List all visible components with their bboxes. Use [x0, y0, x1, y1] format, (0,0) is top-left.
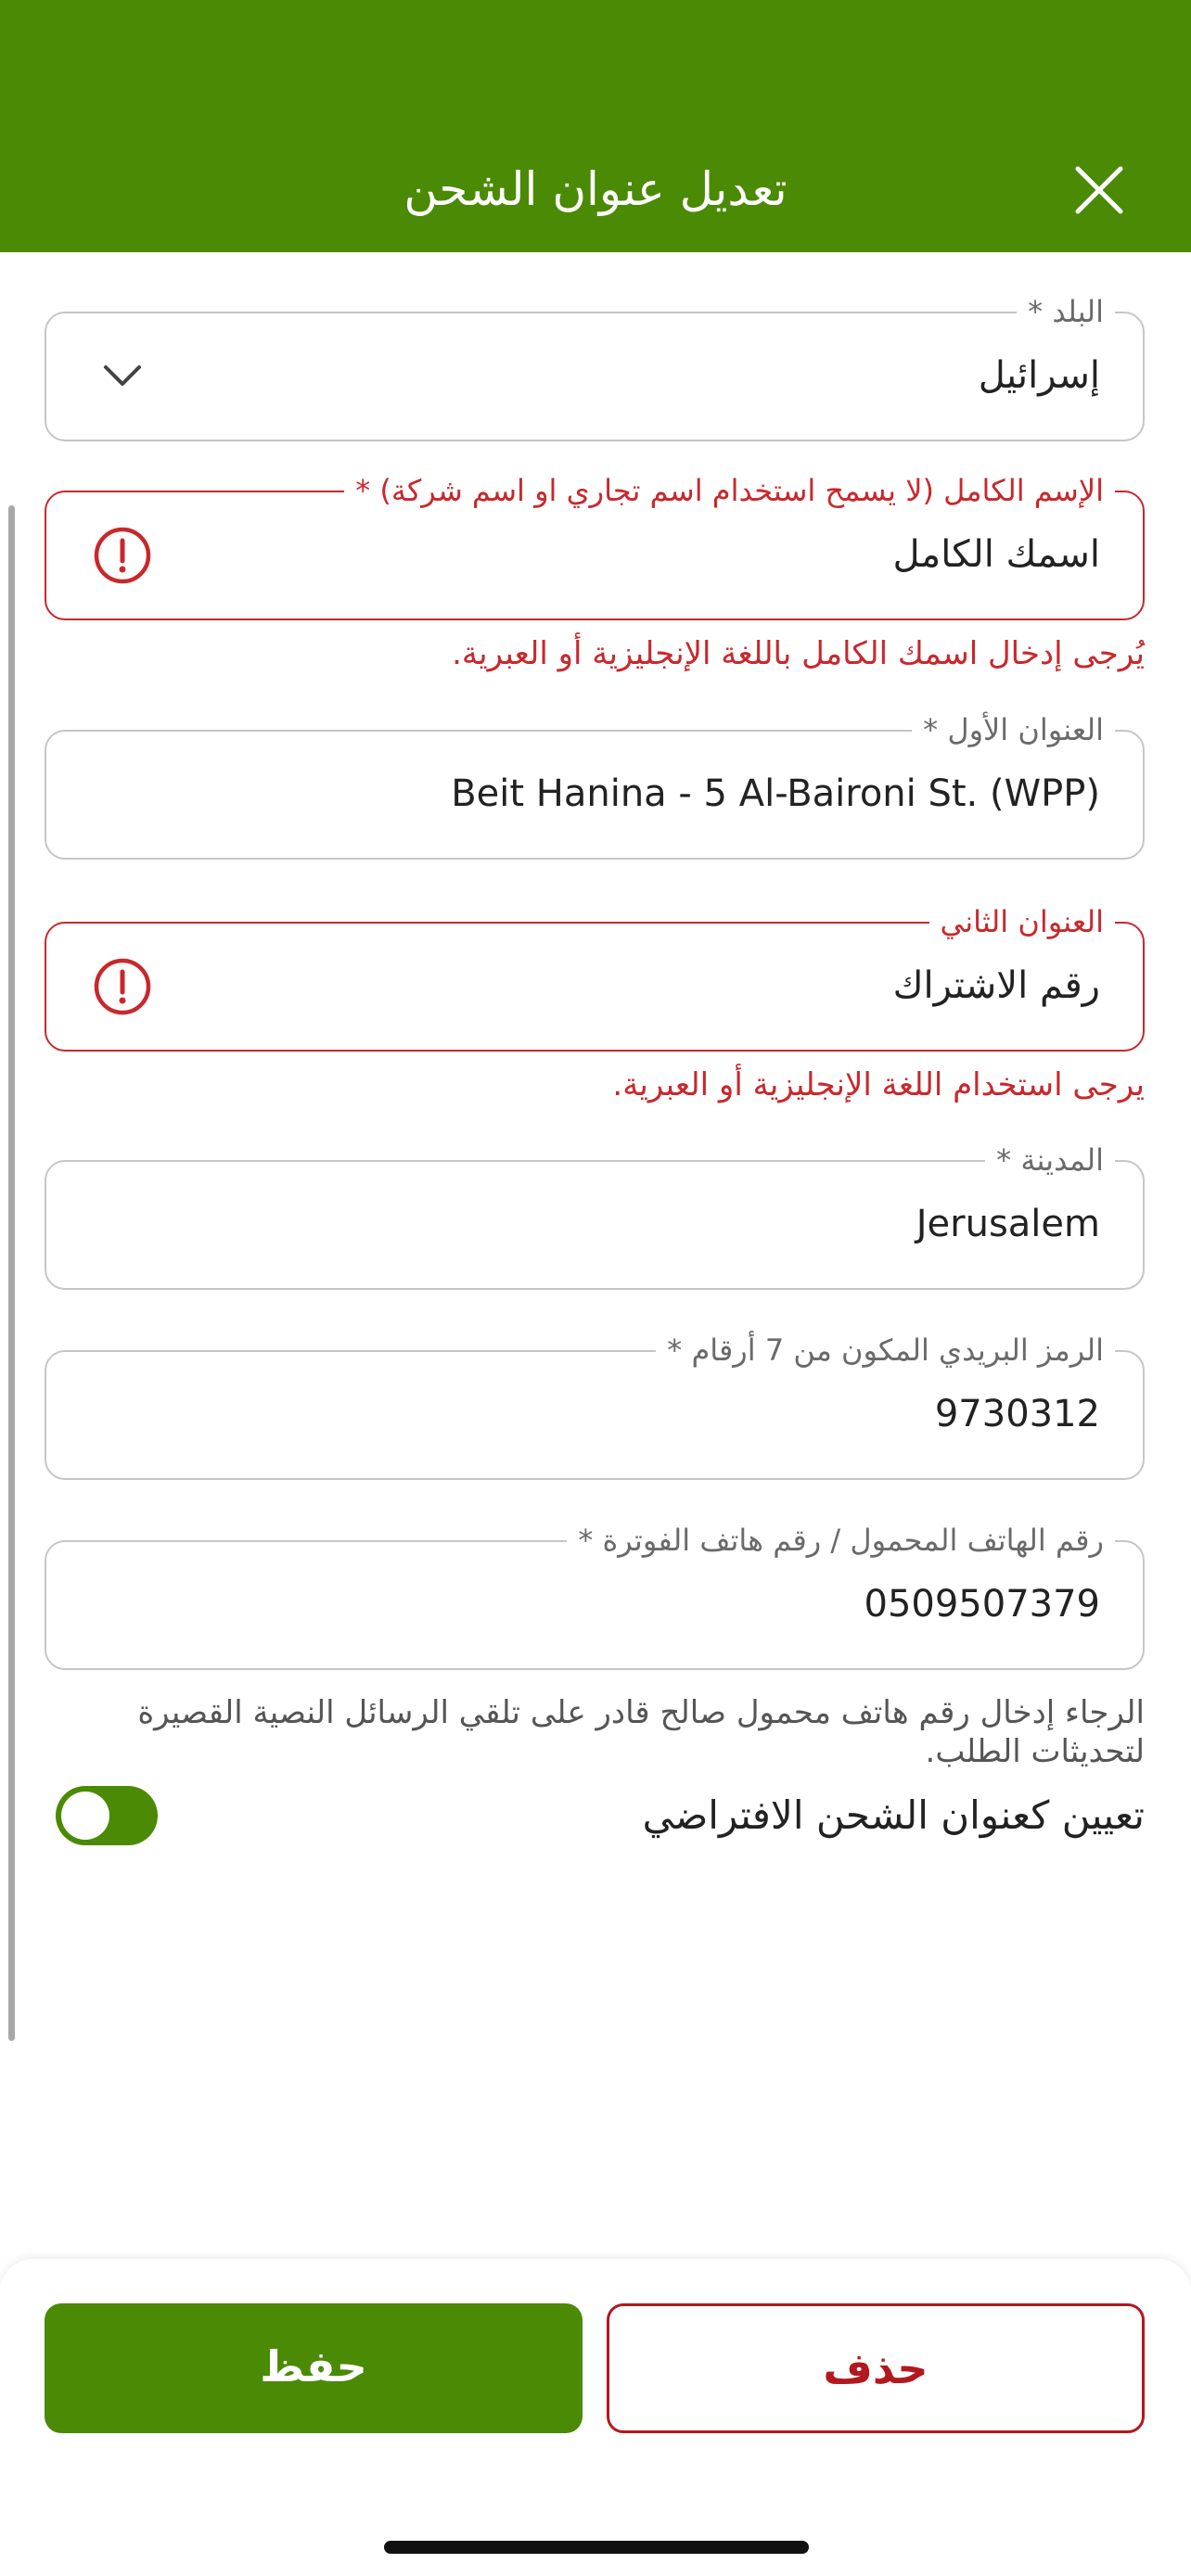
close-button[interactable] [1067, 158, 1132, 223]
address2-input[interactable]: رقم الاشتراك [892, 964, 1100, 1007]
full-name-input[interactable]: اسمك الكامل [892, 533, 1100, 576]
error-icon [93, 957, 152, 1016]
error-icon [93, 526, 152, 585]
city-input[interactable]: Jerusalem [916, 1203, 1100, 1245]
address1-label: العنوان الأول * [912, 711, 1115, 748]
page-title: تعديل عنوان الشحن [403, 162, 788, 216]
default-address-label: تعيين كعنوان الشحن الافتراضي [642, 1792, 1145, 1838]
scrollbar[interactable] [8, 505, 15, 2041]
postal-code-label: الرمز البريدي المكون من 7 أرقام * [656, 1332, 1115, 1369]
close-icon [1067, 158, 1132, 223]
country-select[interactable] [45, 294, 1145, 441]
address2-label: العنوان الثاني [929, 903, 1115, 940]
chevron-down-icon [96, 351, 148, 402]
city-label: المدينة * [985, 1141, 1115, 1179]
postal-code-input[interactable]: 9730312 [934, 1393, 1100, 1435]
header-bar [0, 0, 1191, 252]
home-indicator [384, 2541, 809, 2554]
full-name-label: الإسم الكامل (لا يسمح استخدام اسم تجاري او اسم شركة) * [344, 472, 1115, 509]
full-name-field[interactable] [45, 473, 1145, 620]
delete-button[interactable]: حذف [607, 2303, 1145, 2433]
phone-field[interactable] [45, 1523, 1145, 1670]
save-button[interactable]: حفظ [45, 2303, 583, 2433]
address1-field[interactable] [45, 712, 1145, 860]
address2-error: يرجى استخدام اللغة الإنجليزية أو العبرية. [612, 1066, 1145, 1103]
bottom-action-bar [0, 2259, 1191, 2576]
default-address-toggle[interactable] [56, 1786, 158, 1845]
country-value: إسرائيل [978, 354, 1100, 397]
postal-code-field[interactable] [45, 1333, 1145, 1480]
phone-input[interactable]: 0509507379 [864, 1583, 1100, 1626]
phone-helper-text: الرجاء إدخال رقم هاتف محمول صالح قادر على تلقي الرسائل النصية القصيرة لتحديثات الطلب. [137, 1694, 1145, 1770]
country-label: البلد * [1017, 293, 1115, 330]
full-name-error: يُرجى إدخال اسمك الكامل باللغة الإنجليزية أو العبرية. [452, 635, 1145, 672]
address1-input[interactable]: Beit Hanina - 5 Al-Baironi St. (WPP) [451, 772, 1100, 815]
toggle-knob [61, 1792, 109, 1840]
address2-field[interactable] [45, 904, 1145, 1052]
city-field[interactable] [45, 1142, 1145, 1290]
phone-label: رقم الهاتف المحمول / رقم هاتف الفوترة * [567, 1522, 1115, 1559]
